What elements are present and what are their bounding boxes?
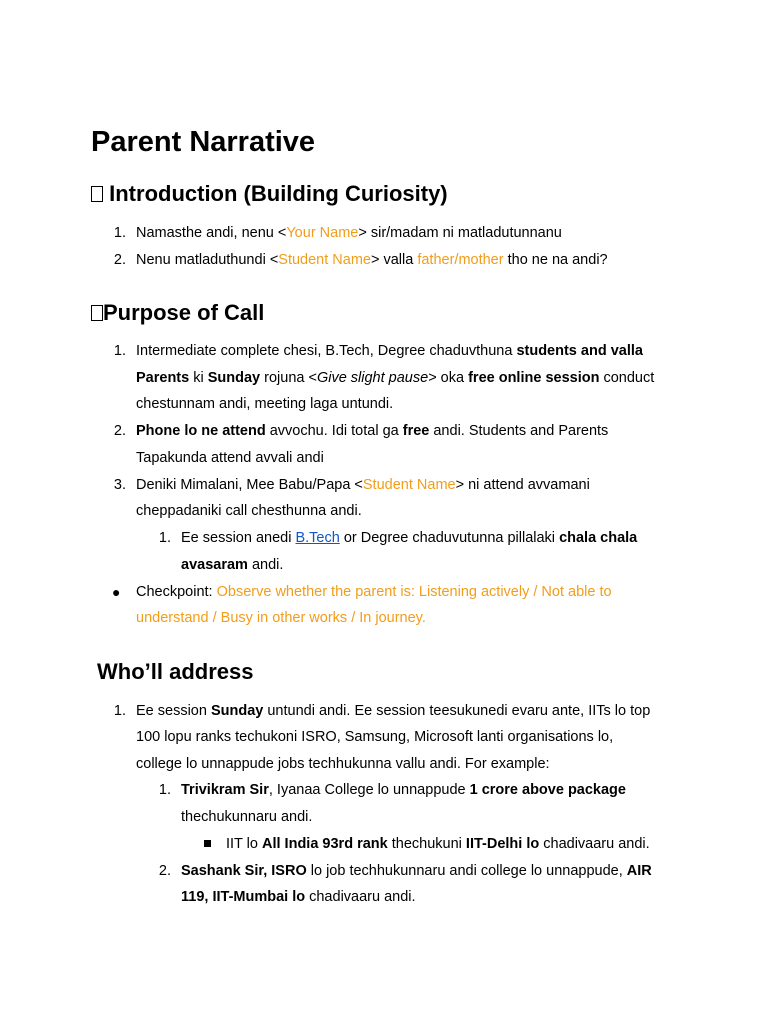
- list-number: 1.: [158, 530, 171, 546]
- list-number: 2.: [158, 863, 171, 879]
- list-number: 1.: [113, 703, 126, 719]
- purpose-item-3-line-2: cheppadaniki call chesthunna andi.: [136, 503, 362, 519]
- btech-link[interactable]: B.Tech: [295, 530, 340, 546]
- who-subitem-1-line-2: thechukunnaru andi.: [181, 809, 313, 825]
- purpose-heading: [91, 299, 264, 327]
- placeholder-student-name: Student Name: [362, 477, 456, 493]
- placeholder-your-name: Your Name: [286, 225, 359, 241]
- purpose-item-1-line-3: chestunnam andi, meeting laga untundi.: [136, 396, 394, 412]
- square-bullet-icon: [204, 840, 211, 847]
- who-subitem-2-line-2: 119, IIT-Mumbai lo chadivaaru andi.: [181, 889, 416, 905]
- placeholder-student-name: Student Name: [278, 252, 371, 268]
- missing-glyph-icon: [91, 305, 103, 321]
- who-subsubitem: IIT lo All India 93rd rank thechukuni IIT-Delhi lo chadivaaru andi.: [226, 836, 650, 852]
- who-item-1-line-1: Ee session Sunday untundi andi. Ee session teesukunedi evaru ante, IITs lo top: [136, 703, 651, 719]
- purpose-item-1-line-1: Intermediate complete chesi, B.Tech, Degree chaduvthuna students and valla: [136, 343, 643, 359]
- list-number: 1.: [158, 782, 171, 798]
- purpose-subitem-line-1: Ee session anedi B.Tech or Degree chaduvutunna pillalaki chala chala: [181, 530, 638, 546]
- missing-glyph-icon: [91, 186, 103, 202]
- purpose-item-2-line-1: Phone lo ne attend avvochu. Idi total ga free andi. Students and Parents: [136, 423, 609, 439]
- list-number: 2.: [113, 252, 126, 268]
- checkpoint-line-1: Checkpoint: Observe whether the parent is: Listening actively / Not able to: [136, 584, 612, 600]
- intro-heading-text: Introduction (Building Curiosity): [109, 181, 448, 206]
- page-title: Parent Narrative: [91, 126, 316, 158]
- list-number: 1.: [113, 343, 126, 359]
- intro-item-2: Nenu matladuthundi <Student Name> valla father/mother tho ne na andi?: [136, 252, 608, 268]
- placeholder-relation: father/mother: [417, 252, 504, 268]
- list-number: 2.: [113, 423, 126, 439]
- who-heading: Who’ll address: [97, 659, 254, 684]
- list-number: 3.: [113, 477, 126, 493]
- purpose-item-2-line-2: Tapakunda attend avvali andi: [136, 450, 324, 466]
- intro-heading: [91, 180, 448, 208]
- checkpoint-line-2: understand / Busy in other works / In journey.: [136, 610, 426, 626]
- intro-item-1: Namasthe andi, nenu <Your Name> sir/madam ni matladutunnanu: [136, 225, 562, 241]
- purpose-subitem-line-2: avasaram andi.: [181, 557, 284, 573]
- purpose-heading-text: Purpose of Call: [103, 300, 265, 325]
- who-subitem-1-line-1: Trivikram Sir, Iyanaa College lo unnappude 1 crore above package: [181, 782, 626, 798]
- bullet-icon: ●: [112, 584, 121, 600]
- purpose-item-1-line-2: Parents ki Sunday rojuna <Give slight pause> oka free online session conduct: [136, 370, 655, 386]
- who-subitem-2-line-1: Sashank Sir, ISRO lo job techhukunnaru andi college lo unnappude, AIR: [181, 863, 652, 879]
- list-number: 1.: [113, 225, 126, 241]
- purpose-item-3-line-1: Deniki Mimalani, Mee Babu/Papa <Student Name> ni attend avvamani: [136, 477, 590, 493]
- who-item-1-line-3: college lo unnappude jobs techhukunna vallu andi. For example:: [136, 756, 550, 772]
- who-item-1-line-2: 100 lopu ranks techukoni ISRO, Samsung, Microsoft lanti organisations lo,: [136, 729, 614, 745]
